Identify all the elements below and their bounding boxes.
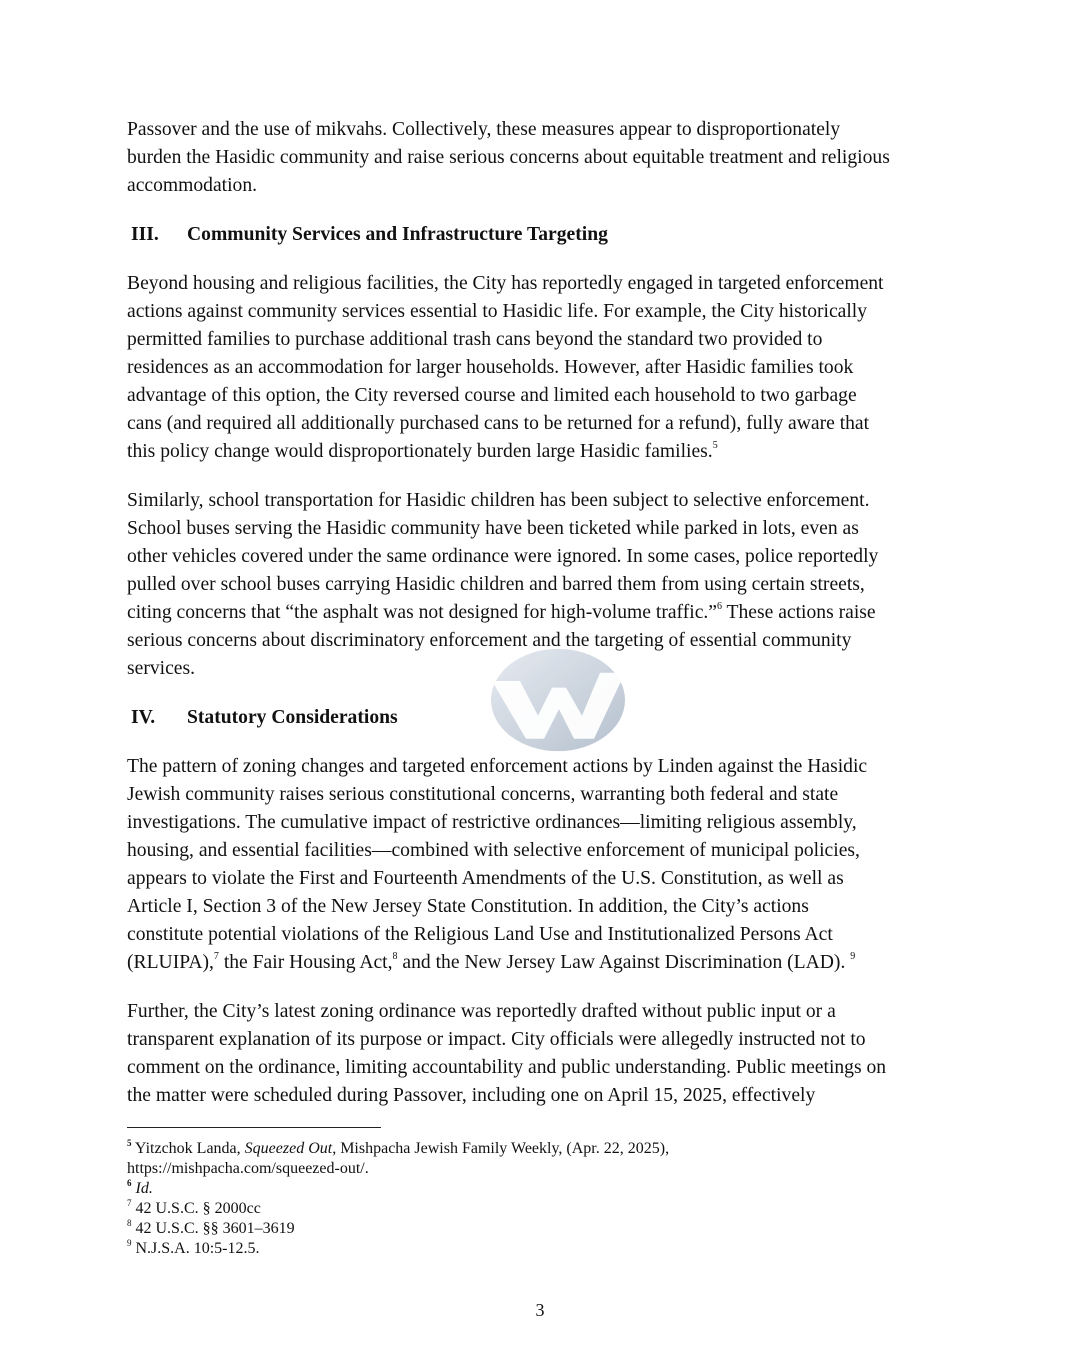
text-segment: serious concerns about discriminatory enforcement and the targeting of essential community (127, 630, 852, 651)
text-segment: These actions raise (721, 602, 876, 623)
footnote-text: Yitzchok Landa, (131, 1140, 245, 1157)
text-segment: accommodation. (127, 175, 258, 196)
text-segment: citing concerns that “the asphalt was not designed for high-volume traffic.” (127, 602, 717, 623)
text-segment: transparent explanation of its purpose or impact. City officials were allegedly instructed not to (127, 1029, 866, 1050)
footnote-mark: 9 (127, 1238, 132, 1248)
text-segment: Similarly, school transportation for Hasidic children has been subject to selective enforcement. (127, 490, 870, 511)
text-segment: School buses serving the Hasidic community have been ticketed while parked in lots, even as (127, 518, 859, 539)
text-segment: actions against community services essential to Hasidic life. For example, the City historically (127, 301, 868, 322)
text-segment: and the New Jersey Law Against Discrimination (LAD). (397, 952, 851, 973)
footnote-text: , Mishpacha Jewish Family Weekly, (Apr. 22, 2025), (332, 1140, 670, 1157)
text-segment: residences as an accommodation for larger households. However, after Hasidic families took (127, 357, 854, 378)
text-segment: constitute potential violations of the Religious Land Use and Institutionalized Persons Act (127, 924, 833, 945)
text-line (127, 116, 967, 144)
footnote-text: Id. (135, 1180, 153, 1197)
text-segment: (RLUIPA), (127, 952, 214, 973)
text-line (127, 515, 967, 543)
footnote-reference: 9 (850, 951, 856, 962)
text-line (127, 921, 967, 949)
section-title: Statutory Considerations (187, 707, 398, 728)
text-line (127, 543, 967, 571)
text-line (127, 1054, 967, 1082)
text-segment: Further, the City’s latest zoning ordinance was reportedly drafted without public input or a (127, 1001, 836, 1022)
document-body (127, 116, 967, 1131)
text-line (127, 270, 967, 298)
text-line (127, 1082, 967, 1110)
text-line (127, 438, 967, 466)
footnote-reference: 8 (392, 951, 398, 962)
text-segment: The pattern of zoning changes and targeted enforcement actions by Linden against the Hasidic (127, 756, 868, 777)
paragraph (127, 270, 967, 466)
footnote-text: N.J.S.A. 10:5-12.5. (131, 1240, 260, 1257)
text-line (127, 1026, 967, 1054)
footnote-text: Squeezed Out (244, 1140, 333, 1157)
section-number: IV. (131, 707, 156, 728)
footnote-mark: 7 (127, 1198, 132, 1208)
footnotes (127, 1139, 669, 1259)
footnote (127, 1159, 669, 1179)
footnote-reference: 7 (213, 951, 219, 962)
text-segment: advantage of this option, the City reversed course and limited each household to two garbage (127, 385, 857, 406)
text-segment: other vehicles covered under the same ordinance were ignored. In some cases, police reportedly (127, 546, 879, 567)
footnote-text: 42 U.S.C. §§ 3601–3619 (131, 1220, 295, 1237)
text-line (127, 809, 967, 837)
text-line (127, 298, 967, 326)
footnote (127, 1219, 669, 1239)
section-title: Community Services and Infrastructure Targeting (187, 224, 608, 245)
text-segment: permitted families to purchase additional trash cans beyond the standard two provided to (127, 329, 823, 350)
text-line (127, 144, 967, 172)
text-segment: pulled over school buses carrying Hasidic children and barred them from using certain streets, (127, 574, 865, 595)
footnote (127, 1199, 669, 1219)
footnote-text: https://mishpacha.com/squeezed-out/. (127, 1160, 369, 1177)
text-line (127, 410, 967, 438)
text-segment: burden the Hasidic community and raise serious concerns about equitable treatment and religious (127, 147, 890, 168)
paragraph (127, 116, 967, 200)
footnote-mark: 8 (127, 1218, 132, 1228)
paragraph (127, 998, 967, 1110)
section-heading (127, 221, 967, 249)
text-segment: housing, and essential facilities—combined with selective enforcement of municipal policies, (127, 840, 860, 861)
paragraph (127, 753, 967, 977)
text-line (127, 354, 967, 382)
section-heading (127, 704, 967, 732)
footnote (127, 1139, 669, 1159)
text-segment: this policy change would disproportionately burden large Hasidic families. (127, 441, 713, 462)
text-line (127, 753, 967, 781)
text-line (127, 655, 967, 683)
text-segment: Passover and the use of mikvahs. Collectively, these measures appear to disproportionately (127, 119, 841, 140)
text-line (127, 326, 967, 354)
text-line (127, 599, 967, 627)
paragraph (127, 487, 967, 683)
page-number: 3 (535, 1300, 545, 1320)
text-line (127, 172, 967, 200)
text-line (127, 382, 967, 410)
footnote-mark: 6 (127, 1178, 132, 1188)
footnote (127, 1239, 669, 1259)
text-segment: the matter were scheduled during Passover, including one on April 15, 2025, effectively (127, 1085, 816, 1106)
text-line (127, 627, 967, 655)
text-segment: Jewish community raises serious constitutional concerns, warranting both federal and state (127, 784, 839, 805)
text-segment: appears to violate the First and Fourteenth Amendments of the U.S. Constitution, as well as (127, 868, 844, 889)
footnote (127, 1179, 669, 1199)
text-segment: the Fair Housing Act, (218, 952, 393, 973)
text-segment: investigations. The cumulative impact of restrictive ordinances—limiting religious assembly, (127, 812, 857, 833)
text-segment: comment on the ordinance, limiting accountability and public understanding. Public meetings on (127, 1057, 887, 1078)
text-line (127, 998, 967, 1026)
footnote-reference: 6 (716, 601, 722, 612)
footnote-mark: 5 (127, 1138, 132, 1148)
footnote-text: 42 U.S.C. § 2000cc (131, 1200, 261, 1217)
text-segment: Beyond housing and religious facilities, the City has reportedly engaged in targeted enforcement (127, 273, 884, 294)
text-segment: services. (127, 658, 196, 679)
text-segment: Article I, Section 3 of the New Jersey State Constitution. In addition, the City’s actions (127, 896, 809, 917)
footnote-reference: 5 (712, 440, 718, 451)
text-line (127, 837, 967, 865)
text-line (127, 865, 967, 893)
section-number: III. (131, 224, 159, 245)
text-line (127, 949, 967, 977)
text-segment: cans (and required all additionally purchased cans to be returned for a refund), fully aware that (127, 413, 870, 434)
text-line (127, 487, 967, 515)
text-line (127, 781, 967, 809)
text-line (127, 893, 967, 921)
text-line (127, 571, 967, 599)
